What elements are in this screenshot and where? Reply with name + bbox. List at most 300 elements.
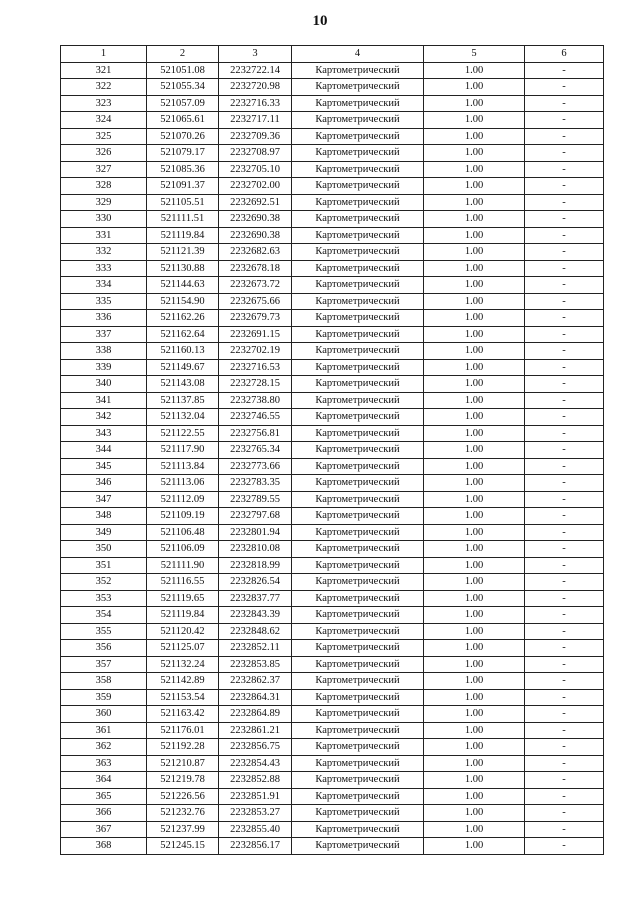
table-row	[61, 95, 604, 112]
point-number-cell: 340	[61, 376, 147, 393]
point-number-cell: 341	[61, 392, 147, 409]
y-coordinate-cell: 2232861.21	[219, 722, 292, 739]
accuracy-cell: 1.00	[424, 310, 525, 327]
accuracy-cell: 1.00	[424, 508, 525, 525]
point-number-cell: 327	[61, 161, 147, 178]
description-cell: -	[525, 640, 604, 657]
y-coordinate-cell: 2232692.51	[219, 194, 292, 211]
accuracy-cell: 1.00	[424, 145, 525, 162]
point-number-cell: 343	[61, 425, 147, 442]
y-coordinate-cell: 2232851.91	[219, 788, 292, 805]
method-cell: Картометрический	[292, 211, 424, 228]
point-number-cell: 323	[61, 95, 147, 112]
table-row	[61, 508, 604, 525]
point-number-cell: 324	[61, 112, 147, 129]
accuracy-cell: 1.00	[424, 574, 525, 591]
accuracy-cell: 1.00	[424, 458, 525, 475]
x-coordinate-cell: 521226.56	[147, 788, 219, 805]
accuracy-cell: 1.00	[424, 178, 525, 195]
point-number-cell: 338	[61, 343, 147, 360]
table-row	[61, 359, 604, 376]
x-coordinate-cell: 521105.51	[147, 194, 219, 211]
method-cell: Картометрический	[292, 326, 424, 343]
y-coordinate-cell: 2232852.11	[219, 640, 292, 657]
method-cell: Картометрический	[292, 128, 424, 145]
table-row	[61, 838, 604, 855]
point-number-cell: 348	[61, 508, 147, 525]
y-coordinate-cell: 2232854.43	[219, 755, 292, 772]
table-row	[61, 178, 604, 195]
x-coordinate-cell: 521116.55	[147, 574, 219, 591]
y-coordinate-cell: 2232756.81	[219, 425, 292, 442]
description-cell: -	[525, 326, 604, 343]
method-cell: Картометрический	[292, 788, 424, 805]
column-header-4: 4	[292, 46, 424, 63]
point-number-cell: 352	[61, 574, 147, 591]
table-row	[61, 739, 604, 756]
x-coordinate-cell: 521106.48	[147, 524, 219, 541]
point-number-cell: 366	[61, 805, 147, 822]
table-row	[61, 376, 604, 393]
method-cell: Картометрический	[292, 442, 424, 459]
x-coordinate-cell: 521065.61	[147, 112, 219, 129]
accuracy-cell: 1.00	[424, 343, 525, 360]
point-number-cell: 344	[61, 442, 147, 459]
description-cell: -	[525, 524, 604, 541]
method-cell: Картометрический	[292, 574, 424, 591]
point-number-cell: 363	[61, 755, 147, 772]
y-coordinate-cell: 2232852.88	[219, 772, 292, 789]
accuracy-cell: 1.00	[424, 805, 525, 822]
description-cell: -	[525, 145, 604, 162]
method-cell: Картометрический	[292, 706, 424, 723]
y-coordinate-cell: 2232702.00	[219, 178, 292, 195]
y-coordinate-cell: 2232705.10	[219, 161, 292, 178]
point-number-cell: 333	[61, 260, 147, 277]
y-coordinate-cell: 2232728.15	[219, 376, 292, 393]
accuracy-cell: 1.00	[424, 541, 525, 558]
table-row	[61, 772, 604, 789]
accuracy-cell: 1.00	[424, 640, 525, 657]
y-coordinate-cell: 2232773.66	[219, 458, 292, 475]
description-cell: -	[525, 161, 604, 178]
y-coordinate-cell: 2232720.98	[219, 79, 292, 96]
y-coordinate-cell: 2232856.75	[219, 739, 292, 756]
y-coordinate-cell: 2232679.73	[219, 310, 292, 327]
x-coordinate-cell: 521079.17	[147, 145, 219, 162]
y-coordinate-cell: 2232843.39	[219, 607, 292, 624]
y-coordinate-cell: 2232818.99	[219, 557, 292, 574]
x-coordinate-cell: 521219.78	[147, 772, 219, 789]
y-coordinate-cell: 2232682.63	[219, 244, 292, 261]
accuracy-cell: 1.00	[424, 722, 525, 739]
x-coordinate-cell: 521057.09	[147, 95, 219, 112]
accuracy-cell: 1.00	[424, 838, 525, 855]
point-number-cell: 356	[61, 640, 147, 657]
y-coordinate-cell: 2232709.36	[219, 128, 292, 145]
table-row	[61, 326, 604, 343]
x-coordinate-cell: 521176.01	[147, 722, 219, 739]
method-cell: Картометрический	[292, 227, 424, 244]
y-coordinate-cell: 2232864.31	[219, 689, 292, 706]
method-cell: Картометрический	[292, 755, 424, 772]
y-coordinate-cell: 2232856.17	[219, 838, 292, 855]
x-coordinate-cell: 521119.65	[147, 590, 219, 607]
accuracy-cell: 1.00	[424, 211, 525, 228]
accuracy-cell: 1.00	[424, 95, 525, 112]
table-row	[61, 442, 604, 459]
description-cell: -	[525, 442, 604, 459]
table-row	[61, 491, 604, 508]
table-row	[61, 161, 604, 178]
description-cell: -	[525, 656, 604, 673]
table-row	[61, 310, 604, 327]
description-cell: -	[525, 772, 604, 789]
description-cell: -	[525, 706, 604, 723]
method-cell: Картометрический	[292, 491, 424, 508]
description-cell: -	[525, 277, 604, 294]
method-cell: Картометрический	[292, 95, 424, 112]
point-number-cell: 330	[61, 211, 147, 228]
description-cell: -	[525, 260, 604, 277]
table-row	[61, 145, 604, 162]
table-row	[61, 112, 604, 129]
description-cell: -	[525, 128, 604, 145]
x-coordinate-cell: 521051.08	[147, 62, 219, 79]
method-cell: Картометрический	[292, 623, 424, 640]
y-coordinate-cell: 2232853.85	[219, 656, 292, 673]
method-cell: Картометрический	[292, 458, 424, 475]
coordinates-table	[60, 45, 604, 855]
accuracy-cell: 1.00	[424, 161, 525, 178]
table-row	[61, 805, 604, 822]
accuracy-cell: 1.00	[424, 673, 525, 690]
point-number-cell: 347	[61, 491, 147, 508]
column-header-3: 3	[219, 46, 292, 63]
y-coordinate-cell: 2232675.66	[219, 293, 292, 310]
description-cell: -	[525, 112, 604, 129]
description-cell: -	[525, 244, 604, 261]
point-number-cell: 334	[61, 277, 147, 294]
y-coordinate-cell: 2232797.68	[219, 508, 292, 525]
description-cell: -	[525, 79, 604, 96]
method-cell: Картометрический	[292, 409, 424, 426]
x-coordinate-cell: 521113.84	[147, 458, 219, 475]
point-number-cell: 326	[61, 145, 147, 162]
accuracy-cell: 1.00	[424, 706, 525, 723]
y-coordinate-cell: 2232826.54	[219, 574, 292, 591]
y-coordinate-cell: 2232783.35	[219, 475, 292, 492]
table-row	[61, 194, 604, 211]
table-row	[61, 211, 604, 228]
point-number-cell: 331	[61, 227, 147, 244]
header-row	[61, 46, 604, 63]
description-cell: -	[525, 541, 604, 558]
y-coordinate-cell: 2232765.34	[219, 442, 292, 459]
table-row	[61, 244, 604, 261]
point-number-cell: 358	[61, 673, 147, 690]
x-coordinate-cell: 521111.51	[147, 211, 219, 228]
point-number-cell: 337	[61, 326, 147, 343]
table-row	[61, 475, 604, 492]
point-number-cell: 350	[61, 541, 147, 558]
accuracy-cell: 1.00	[424, 739, 525, 756]
method-cell: Картометрический	[292, 722, 424, 739]
y-coordinate-cell: 2232690.38	[219, 211, 292, 228]
method-cell: Картометрический	[292, 376, 424, 393]
method-cell: Картометрический	[292, 838, 424, 855]
table-row	[61, 689, 604, 706]
table-row	[61, 343, 604, 360]
description-cell: -	[525, 623, 604, 640]
x-coordinate-cell: 521162.64	[147, 326, 219, 343]
table-row	[61, 260, 604, 277]
method-cell: Картометрический	[292, 739, 424, 756]
x-coordinate-cell: 521091.37	[147, 178, 219, 195]
accuracy-cell: 1.00	[424, 821, 525, 838]
point-number-cell: 360	[61, 706, 147, 723]
table-row	[61, 557, 604, 574]
x-coordinate-cell: 521122.55	[147, 425, 219, 442]
accuracy-cell: 1.00	[424, 442, 525, 459]
description-cell: -	[525, 590, 604, 607]
table-row	[61, 392, 604, 409]
method-cell: Картометрический	[292, 359, 424, 376]
accuracy-cell: 1.00	[424, 557, 525, 574]
point-number-cell: 355	[61, 623, 147, 640]
x-coordinate-cell: 521121.39	[147, 244, 219, 261]
point-number-cell: 364	[61, 772, 147, 789]
accuracy-cell: 1.00	[424, 425, 525, 442]
description-cell: -	[525, 689, 604, 706]
description-cell: -	[525, 805, 604, 822]
table-row	[61, 128, 604, 145]
y-coordinate-cell: 2232810.08	[219, 541, 292, 558]
description-cell: -	[525, 425, 604, 442]
table-row	[61, 458, 604, 475]
method-cell: Картометрический	[292, 557, 424, 574]
table-row	[61, 623, 604, 640]
description-cell: -	[525, 293, 604, 310]
method-cell: Картометрический	[292, 112, 424, 129]
table-row	[61, 821, 604, 838]
x-coordinate-cell: 521210.87	[147, 755, 219, 772]
table-row	[61, 425, 604, 442]
accuracy-cell: 1.00	[424, 112, 525, 129]
point-number-cell: 362	[61, 739, 147, 756]
x-coordinate-cell: 521117.90	[147, 442, 219, 459]
accuracy-cell: 1.00	[424, 359, 525, 376]
point-number-cell: 346	[61, 475, 147, 492]
method-cell: Картометрический	[292, 590, 424, 607]
y-coordinate-cell: 2232673.72	[219, 277, 292, 294]
method-cell: Картометрический	[292, 508, 424, 525]
description-cell: -	[525, 475, 604, 492]
point-number-cell: 322	[61, 79, 147, 96]
point-number-cell: 351	[61, 557, 147, 574]
point-number-cell: 335	[61, 293, 147, 310]
table-row	[61, 293, 604, 310]
description-cell: -	[525, 821, 604, 838]
y-coordinate-cell: 2232862.37	[219, 673, 292, 690]
method-cell: Картометрический	[292, 310, 424, 327]
accuracy-cell: 1.00	[424, 260, 525, 277]
x-coordinate-cell: 521245.15	[147, 838, 219, 855]
method-cell: Картометрический	[292, 293, 424, 310]
point-number-cell: 342	[61, 409, 147, 426]
method-cell: Картометрический	[292, 640, 424, 657]
x-coordinate-cell: 521111.90	[147, 557, 219, 574]
method-cell: Картометрический	[292, 260, 424, 277]
point-number-cell: 365	[61, 788, 147, 805]
x-coordinate-cell: 521119.84	[147, 227, 219, 244]
description-cell: -	[525, 673, 604, 690]
x-coordinate-cell: 521142.89	[147, 673, 219, 690]
accuracy-cell: 1.00	[424, 475, 525, 492]
accuracy-cell: 1.00	[424, 524, 525, 541]
table-row	[61, 788, 604, 805]
description-cell: -	[525, 838, 604, 855]
description-cell: -	[525, 211, 604, 228]
y-coordinate-cell: 2232837.77	[219, 590, 292, 607]
table-row	[61, 574, 604, 591]
y-coordinate-cell: 2232708.97	[219, 145, 292, 162]
accuracy-cell: 1.00	[424, 623, 525, 640]
table-row	[61, 656, 604, 673]
y-coordinate-cell: 2232716.33	[219, 95, 292, 112]
point-number-cell: 325	[61, 128, 147, 145]
point-number-cell: 367	[61, 821, 147, 838]
column-header-2: 2	[147, 46, 219, 63]
x-coordinate-cell: 521113.06	[147, 475, 219, 492]
table-row	[61, 541, 604, 558]
column-header-6: 6	[525, 46, 604, 63]
y-coordinate-cell: 2232855.40	[219, 821, 292, 838]
description-cell: -	[525, 227, 604, 244]
x-coordinate-cell: 521154.90	[147, 293, 219, 310]
description-cell: -	[525, 458, 604, 475]
description-cell: -	[525, 574, 604, 591]
x-coordinate-cell: 521119.84	[147, 607, 219, 624]
point-number-cell: 345	[61, 458, 147, 475]
x-coordinate-cell: 521149.67	[147, 359, 219, 376]
table-row	[61, 227, 604, 244]
accuracy-cell: 1.00	[424, 656, 525, 673]
table-row	[61, 640, 604, 657]
point-number-cell: 359	[61, 689, 147, 706]
accuracy-cell: 1.00	[424, 194, 525, 211]
method-cell: Картометрический	[292, 673, 424, 690]
y-coordinate-cell: 2232801.94	[219, 524, 292, 541]
accuracy-cell: 1.00	[424, 409, 525, 426]
method-cell: Картометрический	[292, 689, 424, 706]
y-coordinate-cell: 2232717.11	[219, 112, 292, 129]
method-cell: Картометрический	[292, 392, 424, 409]
y-coordinate-cell: 2232716.53	[219, 359, 292, 376]
y-coordinate-cell: 2232853.27	[219, 805, 292, 822]
method-cell: Картометрический	[292, 541, 424, 558]
accuracy-cell: 1.00	[424, 607, 525, 624]
x-coordinate-cell: 521162.26	[147, 310, 219, 327]
description-cell: -	[525, 722, 604, 739]
accuracy-cell: 1.00	[424, 277, 525, 294]
method-cell: Картометрический	[292, 425, 424, 442]
table-row	[61, 524, 604, 541]
method-cell: Картометрический	[292, 772, 424, 789]
x-coordinate-cell: 521112.09	[147, 491, 219, 508]
y-coordinate-cell: 2232746.55	[219, 409, 292, 426]
table-row	[61, 590, 604, 607]
method-cell: Картометрический	[292, 62, 424, 79]
table-row	[61, 62, 604, 79]
method-cell: Картометрический	[292, 161, 424, 178]
description-cell: -	[525, 788, 604, 805]
description-cell: -	[525, 343, 604, 360]
accuracy-cell: 1.00	[424, 128, 525, 145]
description-cell: -	[525, 607, 604, 624]
accuracy-cell: 1.00	[424, 62, 525, 79]
method-cell: Картометрический	[292, 607, 424, 624]
accuracy-cell: 1.00	[424, 491, 525, 508]
accuracy-cell: 1.00	[424, 590, 525, 607]
point-number-cell: 349	[61, 524, 147, 541]
table-row	[61, 755, 604, 772]
method-cell: Картометрический	[292, 656, 424, 673]
x-coordinate-cell: 521143.08	[147, 376, 219, 393]
x-coordinate-cell: 521132.24	[147, 656, 219, 673]
y-coordinate-cell: 2232702.19	[219, 343, 292, 360]
accuracy-cell: 1.00	[424, 755, 525, 772]
table-header	[61, 46, 604, 63]
accuracy-cell: 1.00	[424, 788, 525, 805]
table-body	[61, 62, 604, 854]
accuracy-cell: 1.00	[424, 689, 525, 706]
column-header-5: 5	[424, 46, 525, 63]
x-coordinate-cell: 521137.85	[147, 392, 219, 409]
x-coordinate-cell: 521160.13	[147, 343, 219, 360]
y-coordinate-cell: 2232848.62	[219, 623, 292, 640]
description-cell: -	[525, 557, 604, 574]
y-coordinate-cell: 2232738.80	[219, 392, 292, 409]
x-coordinate-cell: 521153.54	[147, 689, 219, 706]
description-cell: -	[525, 739, 604, 756]
column-header-1: 1	[61, 46, 147, 63]
accuracy-cell: 1.00	[424, 227, 525, 244]
point-number-cell: 357	[61, 656, 147, 673]
table-row	[61, 409, 604, 426]
method-cell: Картометрический	[292, 277, 424, 294]
method-cell: Картометрический	[292, 178, 424, 195]
description-cell: -	[525, 359, 604, 376]
x-coordinate-cell: 521070.26	[147, 128, 219, 145]
description-cell: -	[525, 755, 604, 772]
method-cell: Картометрический	[292, 343, 424, 360]
y-coordinate-cell: 2232722.14	[219, 62, 292, 79]
table-row	[61, 706, 604, 723]
x-coordinate-cell: 521125.07	[147, 640, 219, 657]
x-coordinate-cell: 521106.09	[147, 541, 219, 558]
description-cell: -	[525, 392, 604, 409]
point-number-cell: 328	[61, 178, 147, 195]
x-coordinate-cell: 521132.04	[147, 409, 219, 426]
point-number-cell: 332	[61, 244, 147, 261]
method-cell: Картометрический	[292, 805, 424, 822]
method-cell: Картометрический	[292, 821, 424, 838]
method-cell: Картометрический	[292, 194, 424, 211]
y-coordinate-cell: 2232678.18	[219, 260, 292, 277]
table-row	[61, 79, 604, 96]
page-number: 10	[312, 13, 328, 29]
